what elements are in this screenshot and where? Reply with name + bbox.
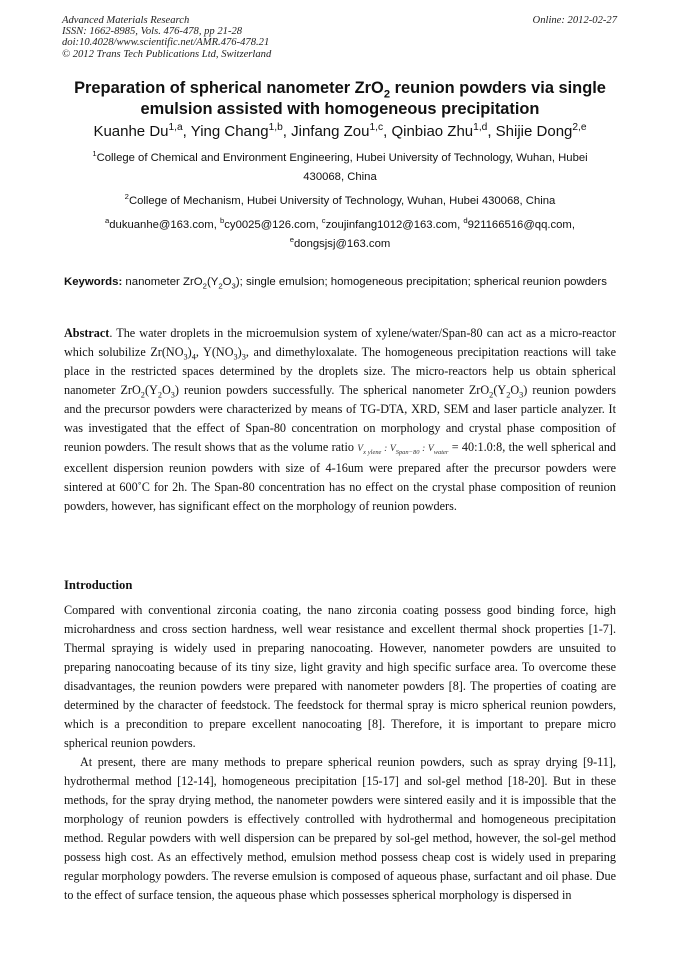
email: $^e$dongsjsj@163.com	[289, 235, 391, 250]
journal-header	[62, 15, 617, 60]
author: Kuanhe Du$^{1,a}$,	[93, 122, 191, 140]
online-date: Online: 2012-02-27	[532, 15, 617, 26]
title-line-1: Preparation of spherical nanometer ZrO$_2$ reunion powders via single	[74, 79, 606, 101]
abstract: Abstract. The water droplets in the microemulsion system of xylene/water/Span-80 can act as a micro-reactor which solubilize $Zr(NO_3)_4$, $Y(NO_3)_3$, and dimethyloxalate. The homogeneous precipitation reactions will take place in the restricted spaces determined by the droplets size. The micro-reactors help us obtain spherical nanometer $ZrO_2(Y_2O_3)$ reunion powders successfully. The spherical nanometer $ZrO_2(Y_2O_3)$ reunion powders and the precursor powders were characterized by means of TG-DTA, XRD, SEM and laser particle analyzer. It was investigated that the effect of Span-80 concentration on morphology and crystal phase composition of reunion powders. The result shows that as the volume ratio $V_{x ylene}$ : $V_{Span-80}$ : $V_{water}$ = 40:1.0:8, the well spherical and excellent dispersion reunion powders with size of 4-16um were prepared after the precursor powders were sintered at 600˚C for 2h. The Span-80 concentration has no effect on the crystal phase composition of reunion powders, however, has significant effect on the morphology of reunion powders.	[64, 326, 617, 513]
email: $^c$zoujinfang1012@163.com,	[321, 216, 464, 231]
affiliation-1: $^1$College of Chemical and Environment Engineering, Hubei University of Technology, Wuhan, Hubei 430068, China	[92, 149, 588, 183]
email-list	[64, 216, 616, 254]
author: Ying Chang$^{1,b}$,	[190, 122, 292, 140]
email: $^d$921166516@qq.com,	[463, 216, 575, 231]
author-list	[64, 123, 616, 141]
copyright-line: © 2012 Trans Tech Publications Ltd, Switzerland	[62, 48, 272, 60]
keywords: Keywords: nanometer $ZrO_2(Y_2O_3)$; single emulsion; homogeneous precipitation; spherical reunion powders	[64, 276, 607, 291]
introduction-heading: Introduction	[64, 578, 133, 592]
journal-name: Advanced Materials Research	[62, 15, 190, 26]
author: Jinfang Zou$^{1,c}$,	[291, 122, 392, 140]
affiliation-2: $^2$College of Mechanism, Hubei University of Technology, Wuhan, Hubei 430068, China	[124, 192, 556, 207]
issn-line: ISSN: 1662-8985, Vols. 476-478, pp 21-28	[62, 26, 243, 38]
author: Qinbiao Zhu$^{1,d}$,	[391, 122, 496, 140]
author: Shijie Dong$^{2,e}$	[495, 122, 587, 140]
intro-paragraph-1: Compared with conventional zirconia coating, the nano zirconia coating possess good binding force, high microhardness and cross section hardness, well wear resistance and excellent thermal shock properties [1-7]. Thermal spraying is widely used in preparing nanocoating. However, nanometer powders are unsuited to preparing nanocoating because of its tiny size, light gravity and high specific surface area. To overcome these disadvantages, the reunion powders were prepared with nanometer powders [8]. The properties of coating are determined by the character of feedstock. The feedstock for thermal spray is micro spherical reunion powders, which is a precondition to prepare excellent nanocoating [8]. Therefore, it is important to prepare micro spherical reunion powders.	[64, 603, 616, 750]
intro-paragraph-2: At present, there are many methods to prepare spherical reunion powders, such as spray drying [9-11], hydrothermal method [12-14], homogeneous precipitation [15-17] and sol-gel method [18-20]. But in these methods, for the spray drying method, the nanometer powders were sintered easily and it is impossible that the morphology of reunion powders is effectively controlled with hydrothermal and homogeneous precipitation method. Regular powders with well dispersion can be prepared by sol-gel method, however, the sol-gel method possess high cost. As an effectively method, emulsion method possess cheap cost is widely used in preparing regular morphology powders. The reverse emulsion is composed of aqueous phase, surfactant and oil phase. Due to the effect of surface tension, the aqueous phase which possesses spherical morphology is dispersed in	[64, 755, 616, 902]
paper-title	[64, 78, 616, 120]
title-line-2: emulsion assisted with homogeneous precipitation	[140, 100, 540, 118]
keywords-label: Keywords:	[64, 276, 123, 288]
volume-ratio-formula: $V_{x ylene}$ : $V_{Span-80}$ : $V_{water}$	[357, 444, 449, 456]
doi-line: doi:10.4028/www.scientific.net/AMR.476-478.21	[62, 37, 270, 49]
abstract-label: Abstract	[64, 326, 110, 340]
introduction-body	[64, 601, 616, 905]
email: $^a$dukuanhe@163.com,	[104, 216, 220, 231]
email: $^b$cy0025@126.com,	[219, 216, 322, 231]
